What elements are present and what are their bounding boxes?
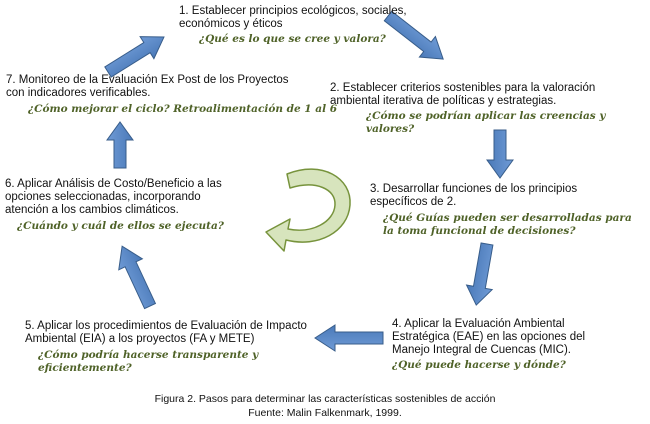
flow-arrow-5-to-6 <box>110 241 161 312</box>
figure-caption-title: Figura 2. Pasos para determinar las características sostenibles de acción <box>154 393 496 405</box>
cycle-arrow-icon <box>266 169 350 251</box>
flow-arrow-6-to-7 <box>107 122 133 168</box>
flow-arrow-3-to-4 <box>463 242 499 308</box>
step-5-text: 5. Aplicar los procedimientos de Evaluación de Impacto Ambiental (EIA) a los proyectos (FA y METE) <box>25 320 307 345</box>
step-2-question: ¿Cómo se podrían aplicar las creencias y valores? <box>366 110 606 135</box>
step-1-question: ¿Qué es lo que se cree y valora? <box>199 33 386 45</box>
step-3-question: ¿Qué Guías pueden ser desarrolladas para la toma funcional de decisiones? <box>383 212 632 237</box>
step-4-text: 4. Aplicar la Evaluación Ambiental Estratégica (EAE) en las opciones del Manejo Integral de Cuencas (MIC). <box>392 318 586 356</box>
flow-arrow-2-to-3 <box>487 130 513 178</box>
step-3-text: 3. Desarrollar funciones de los principios específicos de 2. <box>370 183 578 208</box>
step-6-text: 6. Aplicar Análisis de Costo/Beneficio a las opciones seleccionadas, incorporando atención a los cambios climáticos. <box>5 178 222 216</box>
figure-caption-source: Fuente: Malin Falkenmark, 1999. <box>248 407 402 419</box>
flow-arrow-4-to-5 <box>315 325 383 351</box>
step-7-text: 7. Monitoreo de la Evaluación Ex Post de los Proyectos con indicadores verificables. <box>6 74 289 99</box>
step-6-question: ¿Cuándo y cuál de ellos se ejecuta? <box>17 220 224 232</box>
step-5-question: ¿Cómo podría hacerse transparente y eficientemente? <box>38 349 259 374</box>
step-7-question: ¿Cómo mejorar el ciclo? Retroalimentación de 1 al 6 <box>28 103 338 115</box>
step-4-question: ¿Qué puede hacerse y dónde? <box>392 359 566 371</box>
step-1-text: 1. Establecer principios ecológicos, sociales, económicos y éticos <box>179 5 407 30</box>
step-2-text: 2. Establecer criterios sostenibles para la valoración ambiental iterativa de políticas y estrategias. <box>330 82 596 107</box>
